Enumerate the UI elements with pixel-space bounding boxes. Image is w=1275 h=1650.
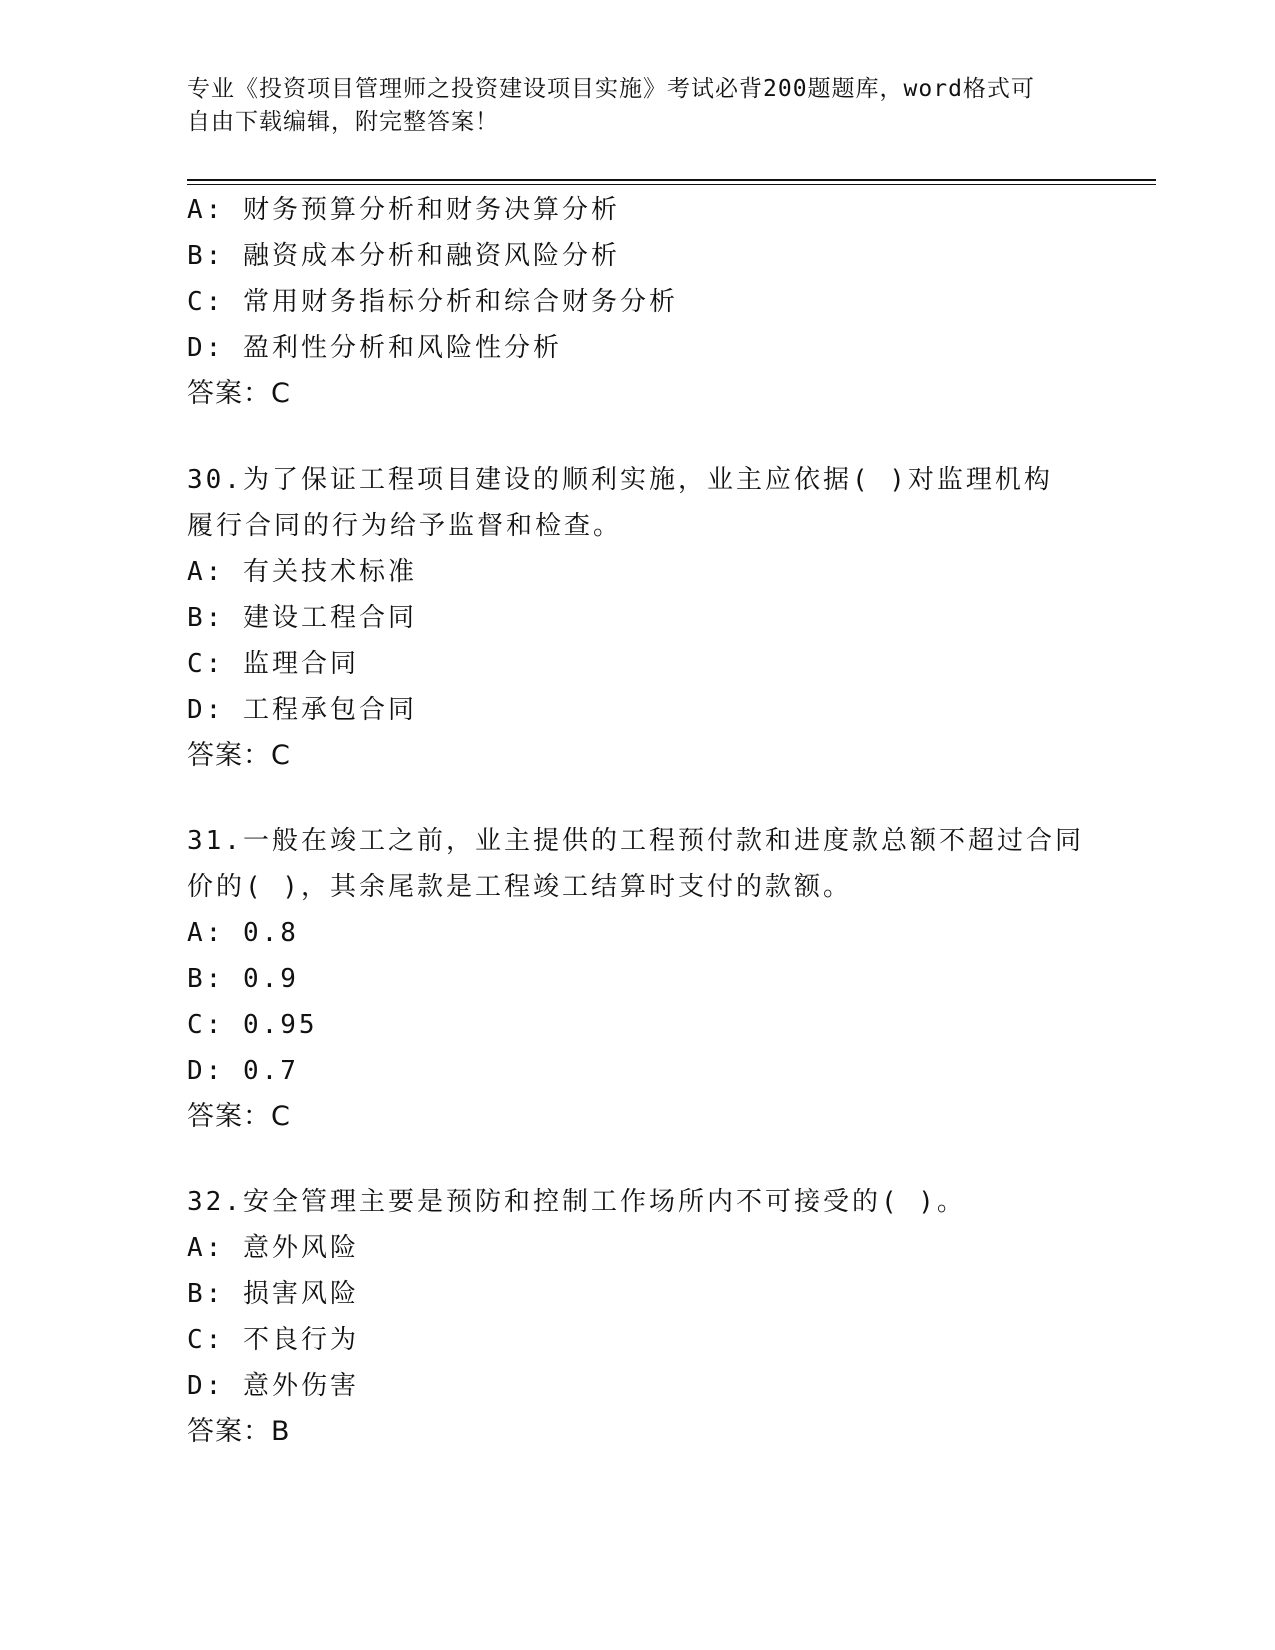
answer: 答案：C (187, 740, 291, 771)
option-b: B: 0.9 (187, 964, 299, 994)
question-31 (187, 818, 1087, 1140)
question-stem-line-1: 30.为了保证工程项目建设的顺利实施，业主应依据( )对监理机构 (187, 465, 1053, 495)
option-b: B: 建设工程合同 (187, 603, 417, 633)
question-29 (187, 187, 1087, 417)
header-divider (187, 179, 1156, 185)
option-d: D: 工程承包合同 (187, 695, 417, 725)
question-30 (187, 457, 1087, 779)
option-a: A: 有关技术标准 (187, 557, 417, 587)
option-c: C: 常用财务指标分析和综合财务分析 (187, 287, 678, 317)
option-b: B: 损害风险 (187, 1279, 359, 1309)
question-stem-line-2: 履行合同的行为给予监督和检查。 (187, 511, 623, 541)
option-b: B: 融资成本分析和融资风险分析 (187, 241, 620, 271)
option-a: A: 财务预算分析和财务决算分析 (187, 195, 620, 225)
header-title-line-1: 专业《投资项目管理师之投资建设项目实施》考试必背200题题库，word格式可 (187, 76, 1035, 102)
answer: 答案：C (187, 378, 291, 409)
header-title-line-2: 自由下载编辑，附完整答案！ (187, 109, 499, 135)
question-32 (187, 1179, 1087, 1455)
option-a: A: 意外风险 (187, 1233, 359, 1263)
question-stem-line-1: 31.一般在竣工之前，业主提供的工程预付款和进度款总额不超过合同 (187, 826, 1084, 856)
option-c: C: 不良行为 (187, 1325, 359, 1355)
option-c: C: 0.95 (187, 1010, 318, 1040)
answer: 答案：B (187, 1416, 291, 1447)
option-d: D: 盈利性分析和风险性分析 (187, 333, 562, 363)
option-c: C: 监理合同 (187, 649, 359, 679)
option-a: A: 0.8 (187, 918, 299, 948)
option-d: D: 0.7 (187, 1056, 299, 1086)
question-stem-line-1: 32.安全管理主要是预防和控制工作场所内不可接受的( )。 (187, 1187, 966, 1217)
document-header (187, 73, 1067, 139)
question-stem-line-2: 价的( )，其余尾款是工程竣工结算时支付的款额。 (187, 872, 852, 902)
option-d: D: 意外伤害 (187, 1371, 359, 1401)
answer: 答案：C (187, 1101, 291, 1132)
